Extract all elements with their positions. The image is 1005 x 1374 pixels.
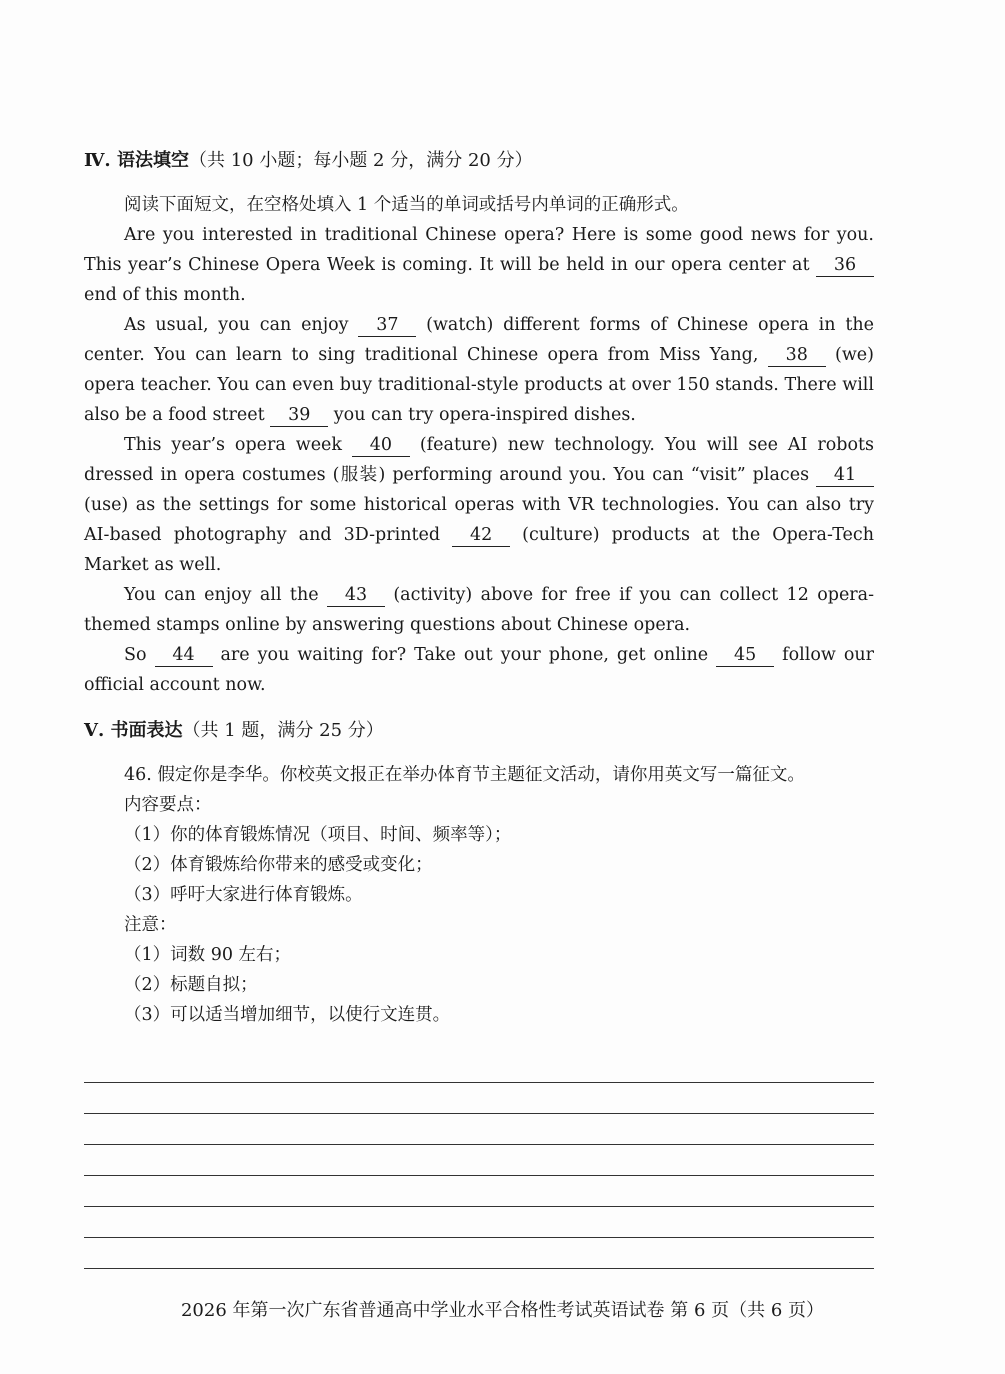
blank-42: 42: [452, 524, 510, 547]
passage-paragraph-5: So 44 are you waiting for? Take out your phone, get online 45 follow our official account now.: [84, 645, 874, 695]
answer-line[interactable]: [84, 1238, 874, 1269]
note-item: （1）词数 90 左右；: [124, 945, 292, 965]
content-label: 内容要点：: [124, 795, 212, 815]
section-4-title: 语法填空: [116, 150, 189, 171]
section-4-numeral: Ⅳ.: [84, 150, 111, 171]
answer-line[interactable]: [84, 1176, 874, 1207]
blank-44: 44: [155, 644, 213, 667]
content-point: （1）你的体育锻炼情况（项目、时间、频率等）；: [124, 825, 512, 845]
passage-paragraph-2: As usual, you can enjoy 37 (watch) different forms of Chinese opera in the center. You can learn to sing traditional Chinese opera from Miss Yang, 38 (we) opera teacher. You can even buy traditional-style products at over 150 stands. There will also be a food street 39 you can try opera-inspired dishes.: [84, 315, 874, 425]
section-5-numeral: Ⅴ.: [84, 720, 105, 741]
blank-45: 45: [716, 644, 774, 667]
content-point: （3）呼吁大家进行体育锻炼。: [124, 885, 363, 905]
blank-41: 41: [816, 464, 874, 487]
answer-line[interactable]: [84, 1114, 874, 1145]
answer-line[interactable]: [84, 1052, 874, 1083]
section-5-heading: [84, 716, 874, 742]
blank-37: 37: [358, 314, 416, 337]
blank-38: 38: [768, 344, 826, 367]
answer-line[interactable]: [84, 1145, 874, 1176]
passage-paragraph-4: You can enjoy all the 43 (activity) above for free if you can collect 12 opera-themed stamps online by answering questions about Chinese opera.: [84, 585, 875, 635]
passage-paragraph-3: This year’s opera week 40 (feature) new technology. You will see AI robots dressed in opera costumes (服装) performing around you. You can “visit” places 41 (use) as the settings for some historical operas with VR technologies. You can also try AI-based photography and 3D-printed 42 (culture) products at the Opera-Tech Market as well.: [84, 435, 874, 575]
notes-label: 注意：: [124, 915, 177, 935]
exam-page: [84, 146, 874, 1269]
section-4-heading: [84, 146, 874, 172]
writing-task: 46. 假定你是李华。你校英文报正在举办体育节主题征文活动，请你用英文写一篇征文。: [124, 765, 805, 785]
note-item: （2）标题自拟；: [124, 975, 258, 995]
note-item: （3）可以适当增加细节，以使行文连贯。: [124, 1005, 451, 1025]
blank-43: 43: [327, 584, 385, 607]
answer-area[interactable]: [84, 1052, 874, 1269]
blank-36: 36: [816, 254, 874, 277]
section-4-instruction: 阅读下面短文，在空格处填入 1 个适当的单词或括号内单词的正确形式。: [124, 195, 689, 215]
section-5-title: 书面表达: [110, 720, 183, 741]
answer-line[interactable]: [84, 1083, 874, 1114]
page-footer: 2026 年第一次广东省普通高中学业水平合格性考试英语试卷 第 6 页（共 6 页）: [180, 1300, 825, 1321]
blank-39: 39: [270, 404, 328, 427]
section-4-score-note: （共 10 小题；每小题 2 分，满分 20 分）: [188, 150, 533, 171]
answer-line[interactable]: [84, 1207, 874, 1238]
passage-paragraph-1: Are you interested in traditional Chinese opera? Here is some good news for you. This year’s Chinese Opera Week is coming. It will be held in our opera center at 36 end of this month.: [84, 225, 874, 305]
content-point: （2）体育锻炼给你带来的感受或变化；: [124, 855, 433, 875]
section-5-score-note: （共 1 题，满分 25 分）: [182, 720, 384, 741]
blank-40: 40: [352, 434, 410, 457]
